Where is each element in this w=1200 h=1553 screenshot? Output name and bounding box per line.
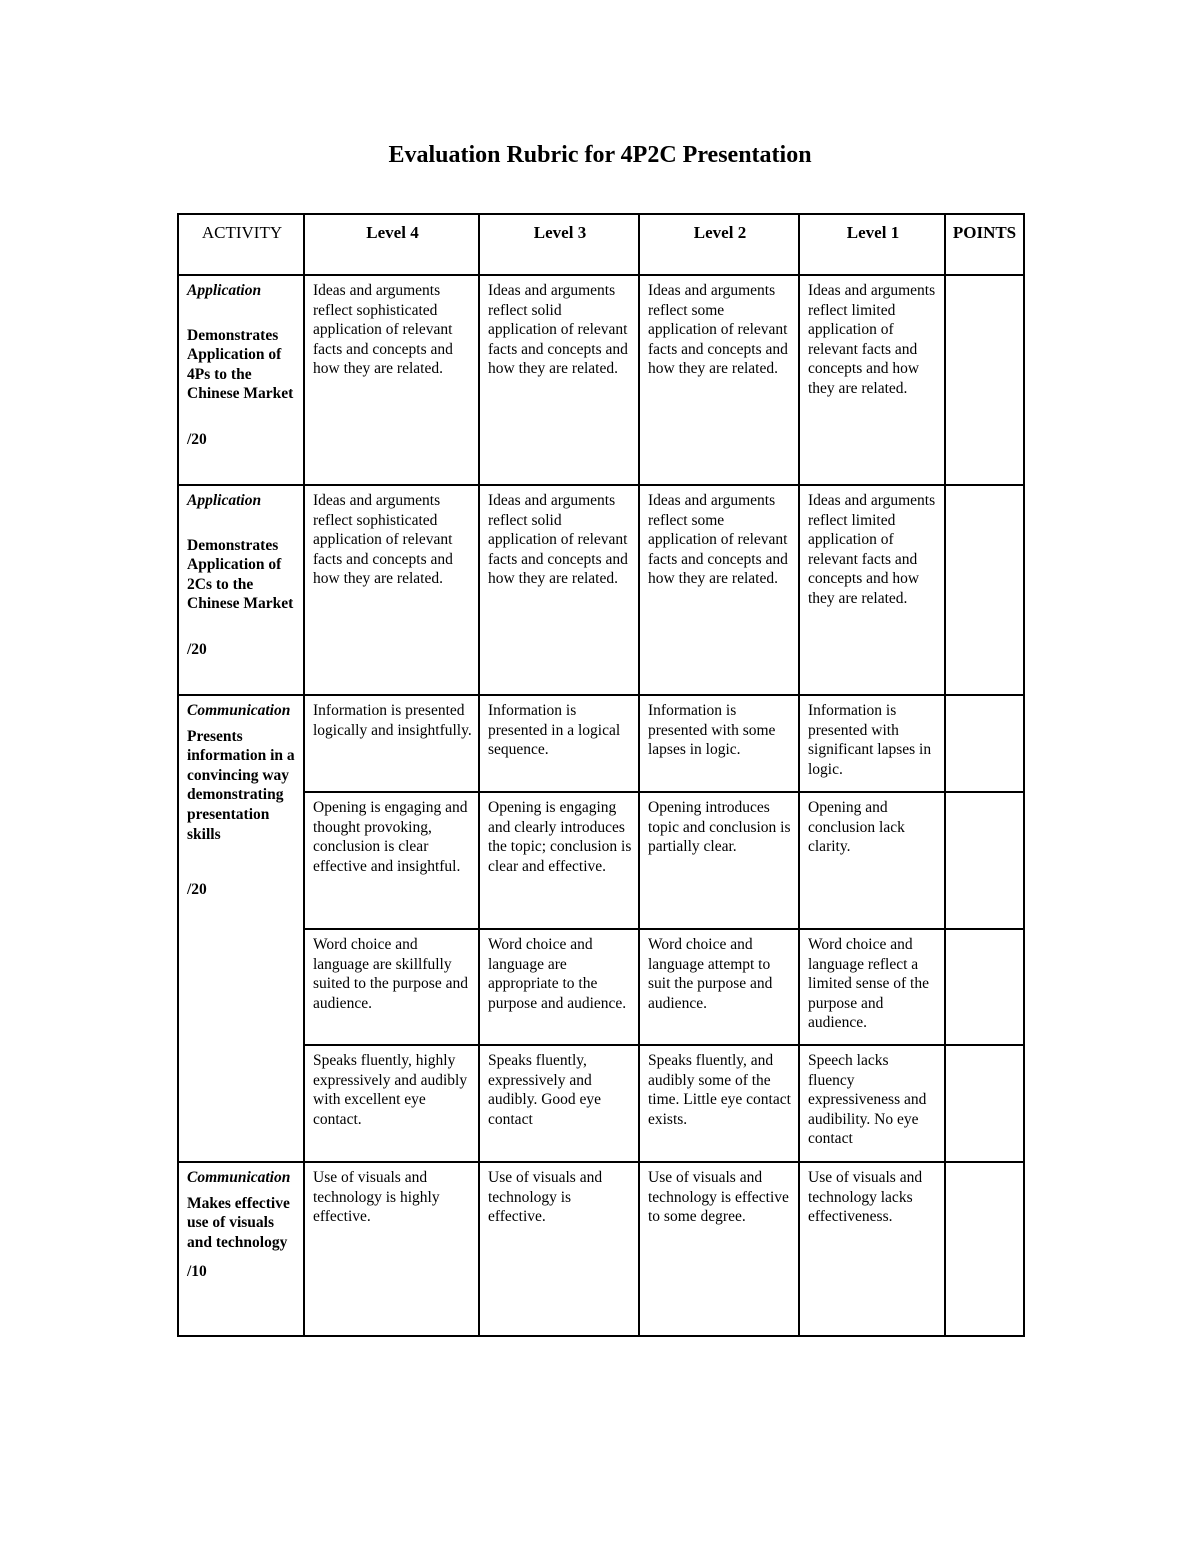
level-3-cell: Ideas and arguments reflect solid application of relevant facts and concepts and how they are related.	[479, 275, 639, 485]
activity-description: Makes effective use of visuals and technology	[187, 1194, 290, 1251]
page-title: Evaluation Rubric for 4P2C Presentation	[388, 142, 812, 168]
level-1-cell: Opening and conclusion lack clarity.	[799, 792, 945, 929]
table-row	[178, 1045, 1024, 1162]
header-level-4: Level 4	[304, 214, 479, 275]
table-row	[178, 275, 1024, 485]
header-points: POINTS	[945, 214, 1024, 275]
level-2-cell: Information is presented with some lapses in logic.	[639, 695, 799, 792]
activity-score: /10	[187, 1263, 207, 1281]
points-cell[interactable]	[945, 275, 1024, 485]
activity-category: Application	[187, 282, 262, 299]
table-row	[178, 1162, 1024, 1336]
level-2-cell: Use of visuals and technology is effective to some degree.	[639, 1162, 799, 1336]
level-1-cell: Information is presented with significant lapses in logic.	[799, 695, 945, 792]
level-1-cell: Word choice and language reflect a limited sense of the purpose and audience.	[799, 929, 945, 1045]
activity-cell	[178, 275, 304, 485]
level-3-cell: Word choice and language are appropriate to the purpose and audience.	[479, 929, 639, 1045]
table-row	[178, 485, 1024, 695]
activity-description: Presents information in a convincing way demonstrating presentation skills	[187, 727, 295, 843]
level-3-cell: Speaks fluently, expressively and audibly. Good eye contact	[479, 1045, 639, 1162]
level-4-cell: Word choice and language are skillfully suited to the purpose and audience.	[304, 929, 479, 1045]
level-1-cell: Use of visuals and technology lacks effectiveness.	[799, 1162, 945, 1336]
level-3-cell: Use of visuals and technology is effective.	[479, 1162, 639, 1336]
header-level-2: Level 2	[639, 214, 799, 275]
level-1-cell: Ideas and arguments reflect limited application of relevant facts and concepts and how they are related.	[799, 275, 945, 485]
header-row	[178, 214, 1024, 275]
points-cell[interactable]	[945, 695, 1024, 792]
activity-category: Communication	[187, 1169, 291, 1186]
level-3-cell: Ideas and arguments reflect solid application of relevant facts and concepts and how they are related.	[479, 485, 639, 695]
header-level-3: Level 3	[479, 214, 639, 275]
level-3-cell: Opening is engaging and clearly introduces the topic; conclusion is clear and effective.	[479, 792, 639, 929]
points-cell[interactable]	[945, 929, 1024, 1045]
activity-cell	[178, 695, 304, 1162]
activity-score: /20	[187, 640, 207, 658]
activity-score: /20	[187, 881, 207, 899]
level-1-cell: Speech lacks fluency expressiveness and audibility. No eye contact	[799, 1045, 945, 1162]
table-row	[178, 792, 1024, 929]
level-3-cell: Information is presented in a logical sequence.	[479, 695, 639, 792]
level-4-cell: Opening is engaging and thought provoking, conclusion is clear effective and insightful.	[304, 792, 479, 929]
level-2-cell: Word choice and language attempt to suit the purpose and audience.	[639, 929, 799, 1045]
level-1-cell: Ideas and arguments reflect limited application of relevant facts and concepts and how they are related.	[799, 485, 945, 695]
level-2-cell: Ideas and arguments reflect some application of relevant facts and concepts and how they are related.	[639, 485, 799, 695]
table-row	[178, 929, 1024, 1045]
level-2-cell: Opening introduces topic and conclusion is partially clear.	[639, 792, 799, 929]
points-cell[interactable]	[945, 792, 1024, 929]
level-4-cell: Ideas and arguments reflect sophisticated application of relevant facts and concepts and how they are related.	[304, 275, 479, 485]
level-4-cell: Use of visuals and technology is highly effective.	[304, 1162, 479, 1336]
header-level-1: Level 1	[799, 214, 945, 275]
points-cell[interactable]	[945, 1162, 1024, 1336]
level-2-cell: Speaks fluently, and audibly some of the time. Little eye contact exists.	[639, 1045, 799, 1162]
activity-category: Application	[187, 492, 262, 509]
activity-cell	[178, 1162, 304, 1336]
header-activity: ACTIVITY	[178, 214, 304, 275]
level-2-cell: Ideas and arguments reflect some application of relevant facts and concepts and how they are related.	[639, 275, 799, 485]
level-4-cell: Speaks fluently, highly expressively and audibly with excellent eye contact.	[304, 1045, 479, 1162]
activity-description: Demonstrates Application of 4Ps to the Chinese Market	[187, 326, 294, 403]
points-cell[interactable]	[945, 1045, 1024, 1162]
rubric-table	[177, 213, 1025, 1337]
activity-description: Demonstrates Application of 2Cs to the Chinese Market	[187, 536, 294, 613]
points-cell[interactable]	[945, 485, 1024, 695]
activity-category: Communication	[187, 702, 291, 719]
table-row	[178, 695, 1024, 792]
activity-score: /20	[187, 430, 207, 448]
level-4-cell: Information is presented logically and insightfully.	[304, 695, 479, 792]
activity-cell	[178, 485, 304, 695]
level-4-cell: Ideas and arguments reflect sophisticated application of relevant facts and concepts and how they are related.	[304, 485, 479, 695]
